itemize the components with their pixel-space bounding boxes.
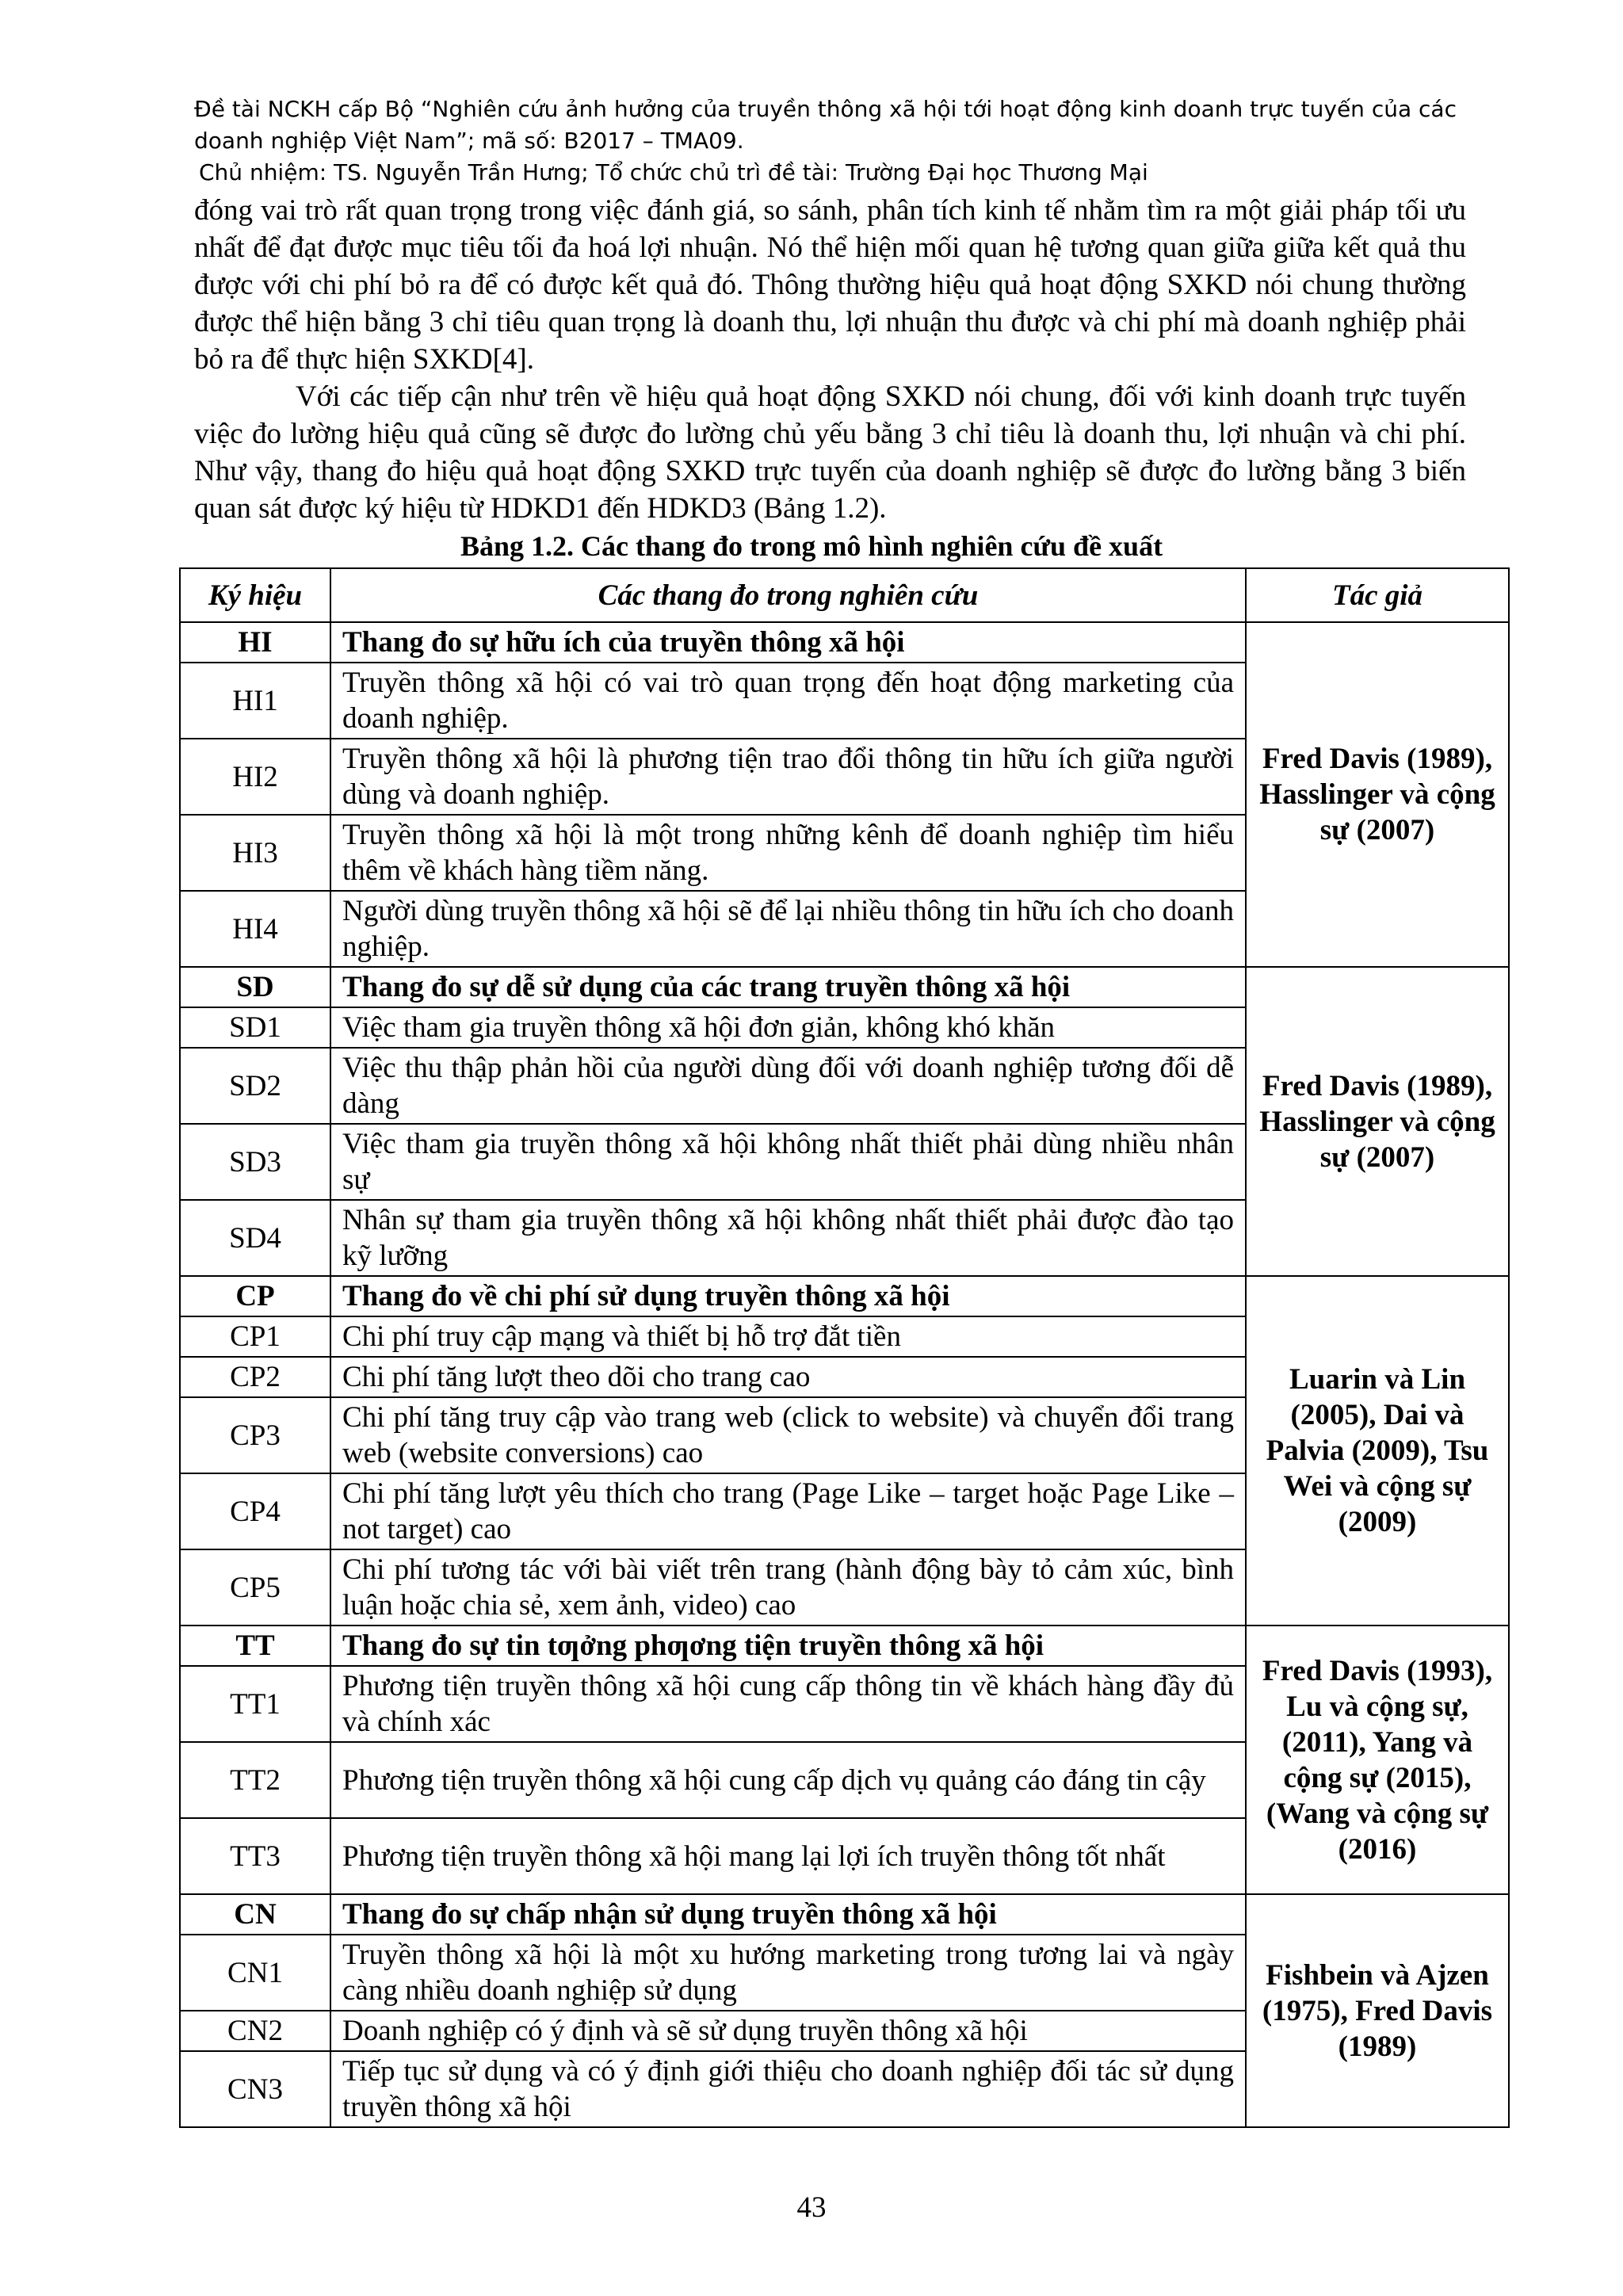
row-code: TT — [180, 1626, 330, 1666]
table-group-row — [180, 622, 1509, 663]
header-line: Chủ nhiệm: TS. Nguyễn Trần Hưng; Tổ chức chủ trì đề tài: Trường Đại học Thương Mại — [199, 159, 1148, 185]
header-line: Đề tài NCKH cấp Bộ “Nghiên cứu ảnh hưởng của truyền thông xã hội tới hoạt động kinh doanh trực tuyến của các — [194, 96, 1457, 122]
row-description: Thang đo sự dễ sử dụng của các trang truyền thông xã hội — [330, 967, 1246, 1007]
row-code: CN3 — [180, 2051, 330, 2127]
row-description: Chi phí truy cập mạng và thiết bị hỗ trợ đắt tiền — [330, 1316, 1246, 1357]
row-code: SD — [180, 967, 330, 1007]
row-description: Truyền thông xã hội là một xu hướng marketing trong tương lai và ngày càng nhiều doanh nghiệp sử dụng — [330, 1935, 1246, 2011]
row-code: SD3 — [180, 1124, 330, 1200]
row-description: Thang đo sự hữu ích của truyền thông xã hội — [330, 622, 1246, 663]
row-description: Thang đo về chi phí sử dụng truyền thông xã hội — [330, 1276, 1246, 1316]
row-authors: Fred Davis (1989), Hasslinger và cộng sự (2007) — [1246, 622, 1509, 967]
row-authors: Fishbein và Ajzen (1975), Fred Davis (1989) — [1246, 1894, 1509, 2127]
row-description: Việc thu thập phản hồi của người dùng đối với doanh nghiệp tương đối dễ dàng — [330, 1048, 1246, 1124]
row-code: CN1 — [180, 1935, 330, 2011]
scales-table — [179, 567, 1510, 2128]
row-description: Chi phí tăng lượt yêu thích cho trang (Page Like – target hoặc Page Like – not target) cao — [330, 1473, 1246, 1549]
row-authors: Luarin và Lin (2005), Dai và Palvia (2009), Tsu Wei và cộng sự (2009) — [1246, 1276, 1509, 1626]
row-code: CN — [180, 1894, 330, 1935]
row-description: Truyền thông xã hội là phương tiện trao đổi thông tin hữu ích giữa người dùng và doanh nghiệp. — [330, 739, 1246, 815]
row-code: SD1 — [180, 1007, 330, 1048]
table-group-row — [180, 1276, 1509, 1316]
row-code: HI — [180, 622, 330, 663]
body-text — [194, 192, 1466, 527]
page-number: 43 — [796, 2191, 827, 2224]
column-header: Tác giả — [1246, 568, 1509, 622]
row-description: Phương tiện truyền thông xã hội cung cấp thông tin về khách hàng đầy đủ và chính xác — [330, 1666, 1246, 1742]
row-code: SD2 — [180, 1048, 330, 1124]
row-code: CP4 — [180, 1473, 330, 1549]
row-code: CP2 — [180, 1357, 330, 1397]
page-header — [194, 94, 1502, 189]
row-code: TT1 — [180, 1666, 330, 1742]
table-caption: Bảng 1.2. Các thang đo trong mô hình nghiên cứu đề xuất — [460, 530, 1163, 562]
row-description: Phương tiện truyền thông xã hội mang lại lợi ích truyền thông tốt nhất — [330, 1818, 1246, 1894]
column-header: Các thang đo trong nghiên cứu — [330, 568, 1246, 622]
row-code: CN2 — [180, 2011, 330, 2051]
row-code: SD4 — [180, 1200, 330, 1276]
row-description: Tiếp tục sử dụng và có ý định giới thiệu cho doanh nghiệp đối tác sử dụng truyền thông xã hội — [330, 2051, 1246, 2127]
row-code: HI3 — [180, 815, 330, 891]
row-description: Việc tham gia truyền thông xã hội không nhất thiết phải dùng nhiều nhân sự — [330, 1124, 1246, 1200]
paragraph: Với các tiếp cận như trên về hiệu quả hoạt động SXKD nói chung, đối với kinh doanh trực tuyến việc đo lường hiệu quả cũng sẽ được đo lường chủ yếu bằng 3 chỉ tiêu là doanh thu, lợi nhuận và chi phí. Như vậy, thang đo hiệu quả hoạt động SXKD trực tuyến của doanh nghiệp sẽ được đo lường bằng 3 biến quan sát được ký hiệu từ HDKD1 đến HDKD3 (Bảng 1.2). — [194, 380, 1466, 525]
row-description: Chi phí tăng truy cập vào trang web (click to website) và chuyển đổi trang web (website conversions) cao — [330, 1397, 1246, 1473]
row-description: Truyền thông xã hội là một trong những kênh để doanh nghiệp tìm hiểu thêm về khách hàng tiềm năng. — [330, 815, 1246, 891]
column-header: Ký hiệu — [180, 568, 330, 622]
row-code: TT2 — [180, 1742, 330, 1818]
row-code: HI1 — [180, 663, 330, 739]
paragraph: đóng vai trò rất quan trọng trong việc đánh giá, so sánh, phân tích kinh tế nhằm tìm ra một giải pháp tối ưu nhất để đạt được mục tiêu tối đa hoá lợi nhuận. Nó thể hiện mối quan hệ tương quan giữa giữa kết quả thu được với chi phí bỏ ra để có được kết quả đó. Thông thường hiệu quả hoạt động SXKD nói chung thường được thể hiện bằng 3 chỉ tiêu quan trọng là doanh thu, lợi nhuận thu được và chi phí mà doanh nghiệp phải bỏ ra để thực hiện SXKD[4]. — [194, 194, 1466, 376]
table-group-row — [180, 1626, 1509, 1666]
row-code: CP1 — [180, 1316, 330, 1357]
row-description: Phương tiện truyền thông xã hội cung cấp dịch vụ quảng cáo đáng tin cậy — [330, 1742, 1246, 1818]
row-code: CP — [180, 1276, 330, 1316]
row-code: HI2 — [180, 739, 330, 815]
row-code: TT3 — [180, 1818, 330, 1894]
row-description: Chi phí tương tác với bài viết trên trang (hành động bày tỏ cảm xúc, bình luận hoặc chia sẻ, xem ảnh, video) cao — [330, 1549, 1246, 1626]
table-header-row — [180, 568, 1509, 622]
row-description: Người dùng truyền thông xã hội sẽ để lại nhiều thông tin hữu ích cho doanh nghiệp. — [330, 891, 1246, 967]
row-code: CP5 — [180, 1549, 330, 1626]
row-description: Chi phí tăng lượt theo dõi cho trang cao — [330, 1357, 1246, 1397]
row-description: Thang đo sự chấp nhận sử dụng truyền thông xã hội — [330, 1894, 1246, 1935]
row-description: Việc tham gia truyền thông xã hội đơn giản, không khó khăn — [330, 1007, 1246, 1048]
table-group-row — [180, 1894, 1509, 1935]
row-code: HI4 — [180, 891, 330, 967]
row-authors: Fred Davis (1989), Hasslinger và cộng sự (2007) — [1246, 967, 1509, 1276]
row-code: CP3 — [180, 1397, 330, 1473]
row-authors: Fred Davis (1993), Lu và cộng sự, (2011), Yang và cộng sự (2015), (Wang và cộng sự (2016) — [1246, 1626, 1509, 1894]
header-line: doanh nghiệp Việt Nam”; mã số: B2017 – TMA09. — [194, 128, 744, 154]
table-group-row — [180, 967, 1509, 1007]
row-description: Doanh nghiệp có ý định và sẽ sử dụng truyền thông xã hội — [330, 2011, 1246, 2051]
row-description: Nhân sự tham gia truyền thông xã hội không nhất thiết phải được đào tạo kỹ lưỡng — [330, 1200, 1246, 1276]
row-description: Thang đo sự tin tƣởng phƣơng tiện truyền thông xã hội — [330, 1626, 1246, 1666]
row-description: Truyền thông xã hội có vai trò quan trọng đến hoạt động marketing của doanh nghiệp. — [330, 663, 1246, 739]
